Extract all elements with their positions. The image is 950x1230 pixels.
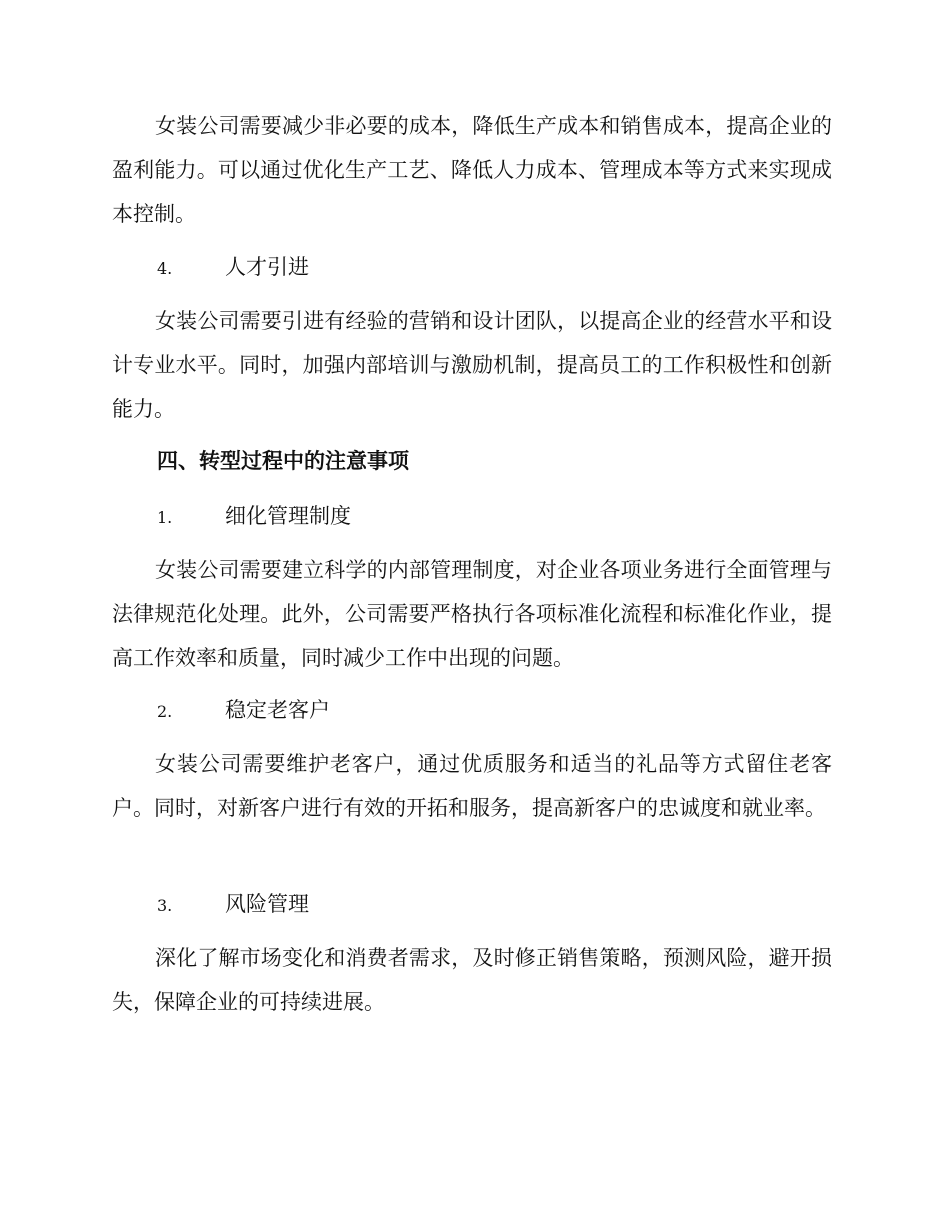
list-item-management [157,494,351,538]
list-item-customers [157,688,330,732]
list-item-number: 3. [157,896,173,915]
paragraph-talent: 女装公司需要引进有经验的营销和设计团队，以提高企业的经营水平和设计专业水平。同时，加强内部培训与激励机制，提高员工的工作积极性和创新能力。 [112,309,832,421]
list-item-title: 稳定老客户 [225,698,330,722]
section-heading: 四、转型过程中的注意事项 [157,448,409,473]
paragraph-management: 女装公司需要建立科学的内部管理制度，对企业各项业务进行全面管理与法律规范化处理。此外，公司需要严格执行各项标准化流程和标准化作业，提高工作效率和质量，同时减少工作中出现的问题。 [112,558,832,670]
paragraph-cost-control: 女装公司需要减少非必要的成本，降低生产成本和销售成本，提高企业的盈利能力。可以通过优化生产工艺、降低人力成本、管理成本等方式来实现成本控制。 [112,114,832,226]
paragraph-customers: 女装公司需要维护老客户，通过优质服务和适当的礼品等方式留住老客户。同时，对新客户进行有效的开拓和服务，提高新客户的忠诚度和就业率。 [112,752,832,820]
list-item-title: 风险管理 [225,892,309,916]
list-item-title: 细化管理制度 [225,504,351,528]
list-item-title: 人才引进 [225,255,309,279]
list-item-number: 1. [157,508,173,527]
paragraph-risk: 深化了解市场变化和消费者需求，及时修正销售策略，预测风险，避开损失，保障企业的可持续进展。 [112,946,832,1014]
list-item-number: 4. [157,259,173,278]
list-item-number: 2. [157,702,173,721]
list-item-talent [157,245,309,289]
list-item-risk [157,882,309,926]
